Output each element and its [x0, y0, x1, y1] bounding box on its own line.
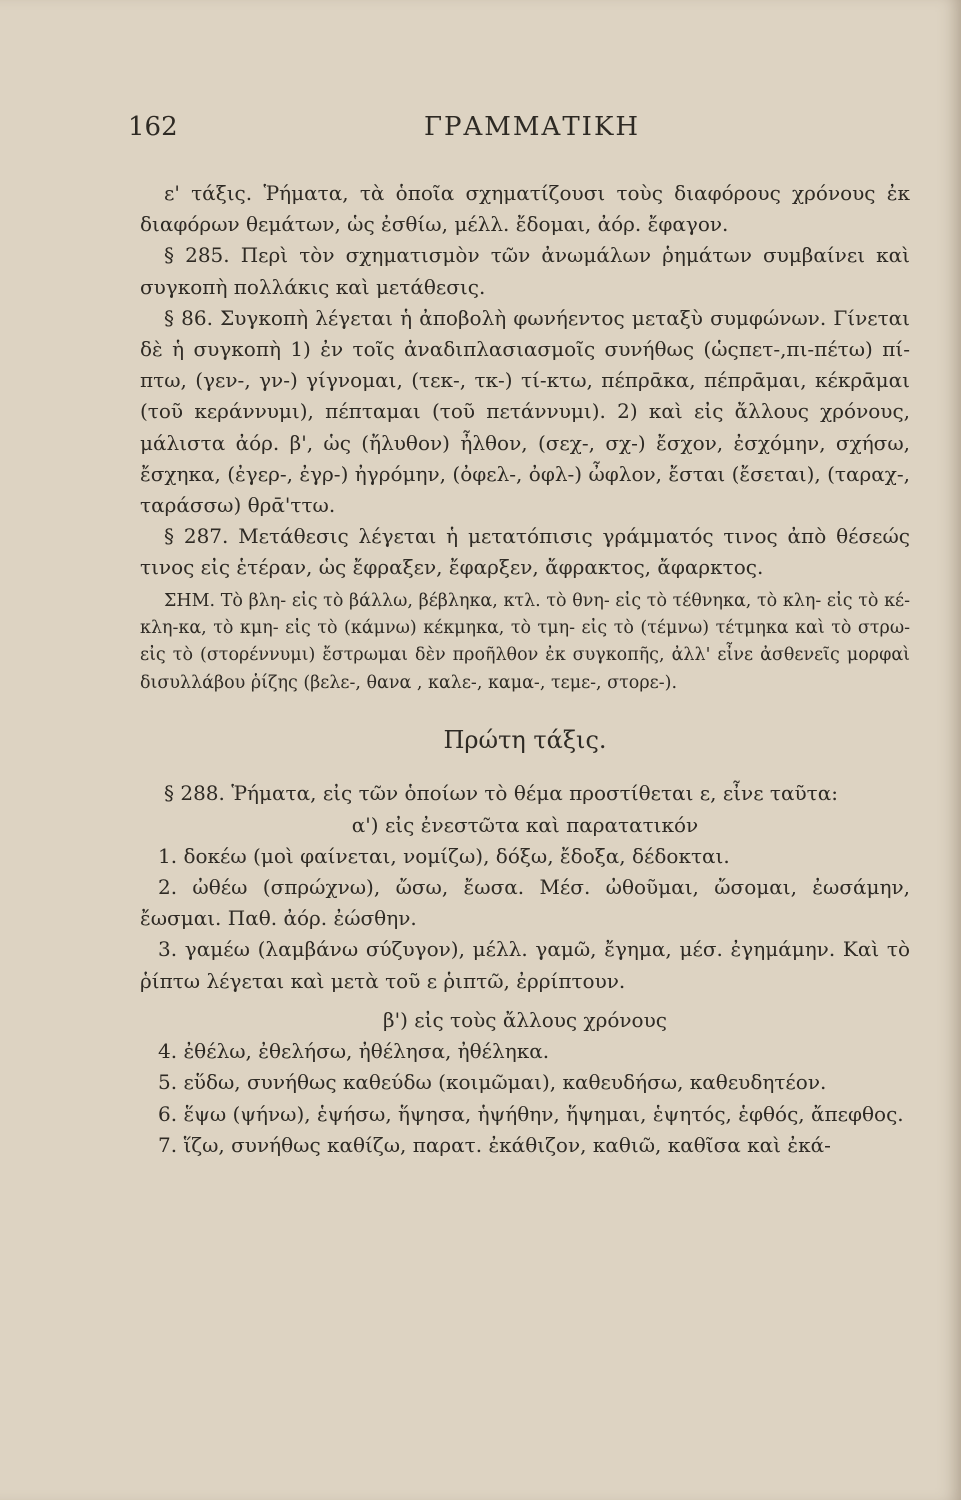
note-paragraph: ΣΗΜ. Τὸ βλη- εἰς τὸ βάλλω, βέβληκα, κτλ. τὸ θνη- εἰς τὸ τέθνηκα, τὸ κλη- εἰς τὸ κέ-κλη-κα, τὸ κμη- εἰς τὸ (κάμνω) κέκμηκα, τὸ τμη- εἰς τὸ (τέμνω) τέτμηκα καὶ τὸ στρω- εἰς τὸ (στορέννυμι) ἔστρωμαι δὲν προῆλθον ἐκ συγκοπῆς, ἀλλ' εἶνε ἀσθενεῖς μορφαὶ δισυλλάβου ῥίζης (βελε-, θανα , καλε-, καμα-, τεμε-, στορε-). [140, 590, 910, 693]
paragraph-288: § 288. Ῥήματα, εἰς τῶν ὁποίων τὸ θέμα προστίθεται ε, εἶνε ταῦτα: [164, 781, 838, 806]
page-header [128, 112, 928, 152]
paragraph-86: § 86. Συγκοπὴ λέγεται ἡ ἀποβολὴ φωνήεντος μεταξὺ συμφώνων. Γίνεται δὲ ἡ συγκοπὴ 1) ἐν τοῖς ἀναδιπλασιασμοῖς συνήθως (ὡςπετ-,πι-πέτω) πί-πτω, (γεν-, γν-) γίγνομαι, (τεκ-, τκ-) τί-κτω, πέπρᾱκα, πέπρᾱμαι, κέκρᾱμαι (τοῦ κεράννυμι), πέπταμαι (τοῦ πετάννυμι). 2) καὶ εἰς ἄλλους χρόνους, μάλιστα ἀόρ. β', ὡς (ἤλυθον) ἦλθον, (σεχ-, σχ-) ἔσχον, ἐσχόμην, σχήσω, ἔσχηκα, (ἐγερ-, ἐγρ-) ἠγρόμην, (ὀφελ-, ὀφλ-) ὦφλον, ἔσται (ἔσεται), (ταραχ-, ταράσσω) θρᾱ'ττω. [140, 305, 910, 518]
list-item: 7. ἵζω, συνήθως καθίζω, παρατ. ἐκάθιζον, καθιῶ, καθῖσα καὶ ἐκά- [158, 1132, 831, 1157]
running-title: ΓΡΑΜΜΑΤΙΚΗ [424, 112, 641, 142]
subheading-b: β') εἰς τοὺς ἄλλους χρόνους [383, 1007, 667, 1032]
list-item: 1. δοκέω (μοὶ φαίνεται, νομίζω), δόξω, ἔδοξα, δέδοκται. [158, 843, 730, 868]
section-heading: Πρώτη τάξις. [443, 726, 607, 755]
list-item: 2. ὠθέω (σπρώχνω), ὤσω, ἔωσα. Μέσ. ὠθοῦμαι, ὤσομαι, ἐωσάμην, ἔωσμαι. Παθ. ἀόρ. ἐώσθην. [140, 875, 910, 931]
paragraph-class-5: ε' τάξις. Ῥήματα, τὰ ὁποῖα σχηματίζουσι τοὺς διαφόρους χρόνους ἐκ διαφόρων θεμάτων, ὡς ἐσθίω, μέλλ. ἔδομαι, ἀόρ. ἔφαγον. [140, 181, 910, 237]
subheading-a: α') εἰς ἐνεστῶτα καὶ παρατατικόν [351, 812, 699, 837]
list-item: 4. ἐθέλω, ἐθελήσω, ἠθέλησα, ἠθέληκα. [158, 1039, 550, 1064]
list-item: 6. ἕψω (ψήνω), ἑψήσω, ἥψησα, ἡψήθην, ἥψημαι, ἑψητός, ἑφθός, ἄπεφθος. [158, 1101, 904, 1126]
paragraph-285: § 285. Περὶ τὸν σχηματισμὸν τῶν ἀνωμάλων ῥημάτων συμβαίνει καὶ συγκοπὴ πολλάκις καὶ μετάθεσις. [140, 243, 910, 299]
list-item: 3. γαμέω (λαμβάνω σύζυγον), μέλλ. γαμῶ, ἔγημα, μέσ. ἐγημάμην. Καὶ τὸ ῥίπτω λέγεται καὶ μετὰ τοῦ ε ῥιπτῶ, ἐρρίπτουν. [140, 937, 910, 993]
paragraph-287: § 287. Μετάθεσις λέγεται ἡ μετατόπισις γράμματός τινος ἀπὸ θέσεώς τινος εἰς ἑτέραν, ὡς ἔφραξεν, ἔφαρξεν, ἄφρακτος, ἄφαρκτος. [140, 524, 910, 580]
list-item: 5. εὕδω, συνήθως καθεύδω (κοιμῶμαι), καθευδήσω, καθευδητέον. [158, 1070, 827, 1095]
page-body [140, 178, 910, 1161]
page-number: 162 [128, 112, 178, 142]
